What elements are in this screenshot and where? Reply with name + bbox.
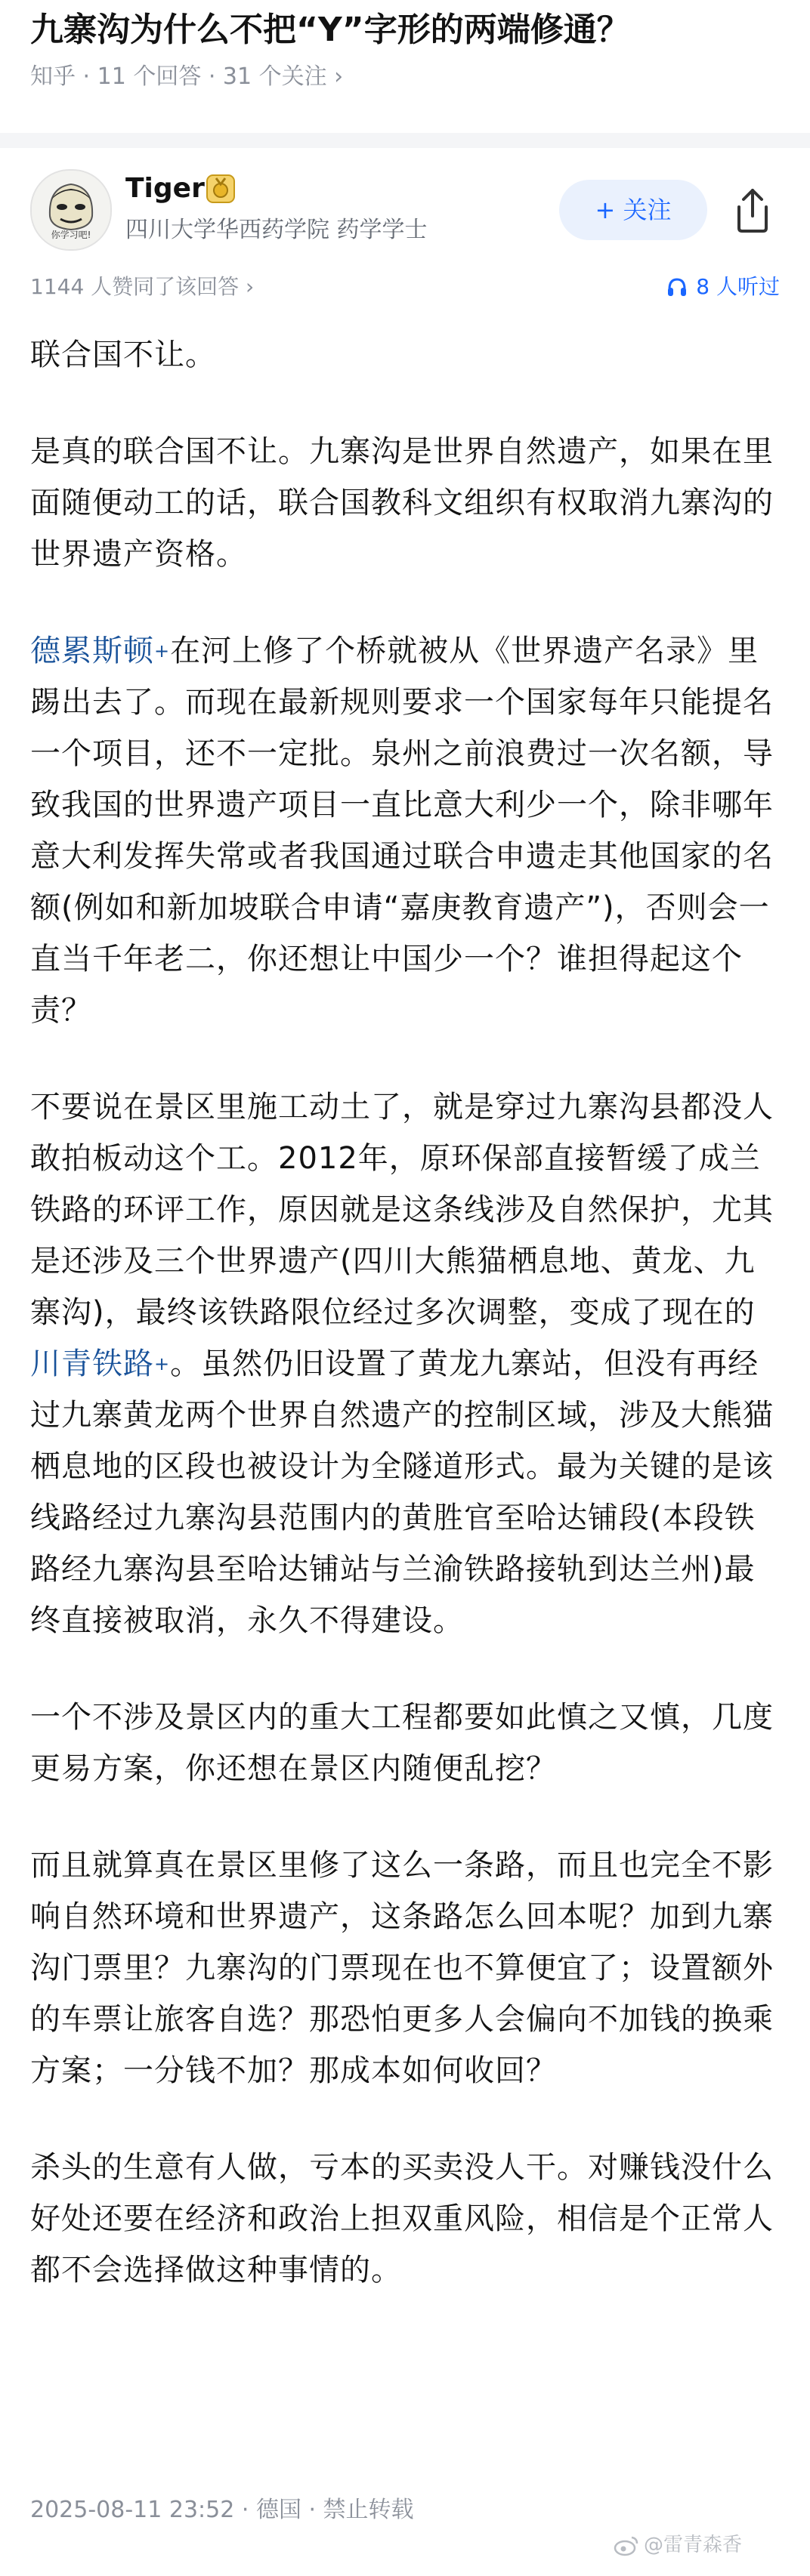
- answer-paragraph-3: [30, 625, 786, 1036]
- share-icon[interactable]: [730, 186, 775, 234]
- headphones-icon: [666, 276, 688, 298]
- answer-stats: [30, 270, 780, 304]
- weibo-icon: [614, 2534, 639, 2557]
- answer-paragraph-4-text-a: 不要说在景区里施工动土了，就是穿过九寨沟县都没人敢拍板动这个工。2012年，原环保部直接暂缓了成兰铁路的环评工作，原因就是这条线涉及自然保护，尤其是还涉及三个世界遗产(四川大熊猫栖息地、黄龙、九寨沟)，最终该铁路限位经过多次调整，变成了现在的: [30, 1090, 774, 1330]
- watermark-text: @雷青森香: [644, 2534, 743, 2556]
- answer-paragraph-6: 而且就算真在景区里修了这么一条路，而且也完全不影响自然环境和世界遗产，这条路怎么回本呢？加到九寨沟门票里？九寨沟的门票现在也不算便宜了；设置额外的车票让旅客自选？那恐怕更多人会偏向不加钱的换乘方案；一分钱不加？那成本如何收回？: [30, 1848, 774, 2088]
- link-plus-icon: +: [154, 1353, 171, 1374]
- watermark: [614, 2530, 742, 2560]
- answer-paragraph-1: 联合国不让。: [30, 338, 216, 372]
- link-plus-icon: +: [154, 640, 171, 662]
- answer-paragraph-5: 一个不涉及景区内的重大工程都要如此慎之又慎，几度更易方案，你还想在景区内随便乱挖？: [30, 1700, 774, 1786]
- medal-badge-icon[interactable]: [206, 174, 236, 204]
- question-meta[interactable]: 知乎 · 11 个回答 · 31 个关注 ›: [30, 63, 344, 90]
- dresden-link[interactable]: 德累斯顿: [30, 634, 154, 668]
- answer-paragraph-4: [30, 1081, 786, 1646]
- answer-paragraph-3-text: 在河上修了个桥就被从《世界遗产名录》里踢出去了。而现在最新规则要求一个国家每年只能提名一个项目，还不一定批。泉州之前浪费过一次名额，导致我国的世界遗产项目一直比意大利少一个，除非哪年意大利发挥失常或者我国通过联合申遗走其他国家的名额(例如和新加坡联合申请“嘉庚教育遗产”)，否则会一直当千年老二，你还想让中国少一个？谁担得起这个责？: [30, 634, 774, 1028]
- avatar[interactable]: [30, 169, 112, 251]
- listen-button[interactable]: [666, 270, 780, 304]
- author-name[interactable]: Tiger: [125, 173, 205, 204]
- upvote-count[interactable]: 1144 人赞同了该回答 ›: [30, 274, 255, 299]
- question-title[interactable]: 九寨沟为什么不把“Y”字形的两端修通？: [30, 11, 630, 49]
- listener-count: 8 人听过: [696, 274, 780, 299]
- avatar-caption: 你学习吧!: [51, 230, 91, 240]
- section-divider: [0, 133, 810, 148]
- author-bio: 四川大学华西药学院 药学学士: [125, 217, 428, 243]
- follow-button[interactable]: + 关注: [559, 180, 707, 240]
- answer-footer: 2025-08-11 23:52 · 德国 · 禁止转载: [30, 2497, 414, 2523]
- answer-paragraph-4-text-b: 。虽然仍旧设置了黄龙九寨站，但没有再经过九寨黄龙两个世界自然遗产的控制区域，涉及大熊猫栖息地的区段也被设计为全隧道形式。最为关键的是该线路经过九寨沟县范围内的黄胜官至哈达铺段(本段铁路经九寨沟县至哈达铺站与兰渝铁路接轨到达兰州)最终直接被取消，永久不得建设。: [30, 1347, 774, 1638]
- chuanqing-railway-link[interactable]: 川青铁路: [30, 1347, 154, 1381]
- answer-paragraph-2: 是真的联合国不让。九寨沟是世界自然遗产，如果在里面随便动工的话，联合国教科文组织有权取消九寨沟的世界遗产资格。: [30, 434, 774, 572]
- answer-content: [30, 329, 786, 2341]
- answer-paragraph-7: 杀头的生意有人做，亏本的买卖没人干。对赚钱没什么好处还要在经济和政治上担双重风险，相信是个正常人都不会选择做这种事情的。: [30, 2150, 774, 2288]
